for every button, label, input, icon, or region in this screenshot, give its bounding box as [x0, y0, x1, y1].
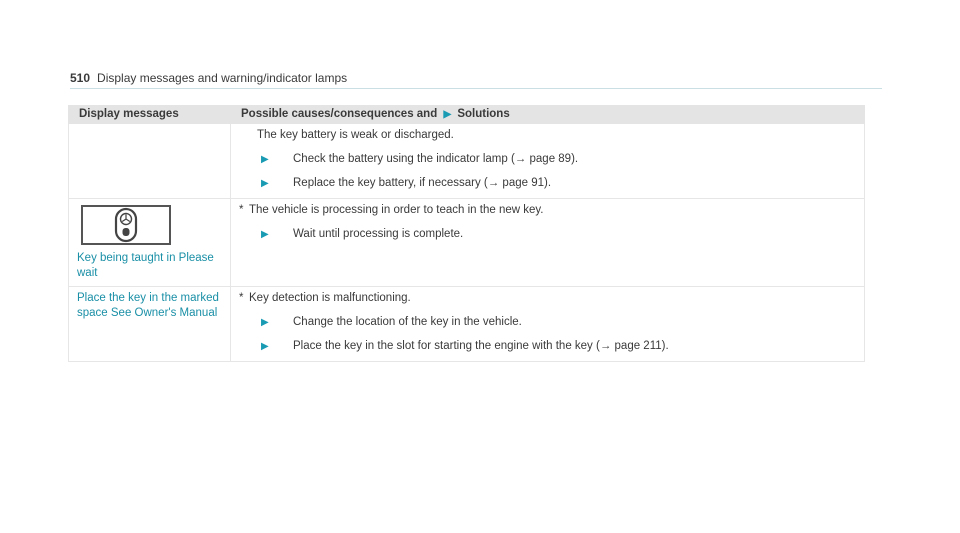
table-row [69, 287, 865, 362]
table-row [69, 199, 865, 287]
solution-text: Replace the key battery, if necessary (→ page 91). [293, 177, 552, 189]
cause-text: Key detection is malfunctioning. [249, 292, 411, 304]
header-divider [70, 88, 882, 89]
message-cell [69, 199, 231, 287]
cause-line [239, 203, 856, 218]
solution-text: Check the battery using the indicator lamp (→ page 89). [293, 153, 579, 165]
solution-step [239, 315, 856, 330]
solution-text: Change the location of the key in the vehicle. [293, 316, 522, 328]
cause-cell [231, 199, 865, 287]
message-cell [69, 124, 231, 199]
play-arrow-icon: ▶ [261, 229, 269, 240]
solution-step [239, 339, 856, 354]
car-key-icon-graphic [83, 207, 169, 243]
cause-line [239, 291, 856, 306]
message-text: Place the key in the marked space See Owner's Manual [77, 292, 219, 319]
car-key-icon [81, 205, 171, 245]
page-header [70, 68, 880, 88]
column-header-solutions-label: Solutions [457, 108, 510, 120]
play-arrow-icon: ▶ [261, 154, 269, 165]
page-title: Display messages and warning/indicator lamps [97, 71, 348, 85]
solution-text: Wait until processing is complete. [293, 228, 464, 240]
message-cell [69, 287, 231, 362]
message-text: Key being taught in Please wait [77, 252, 214, 279]
cause-cell [231, 287, 865, 362]
solution-step [239, 176, 856, 191]
cause-text: The key battery is weak or discharged. [257, 129, 454, 141]
table-header-row [69, 106, 865, 124]
column-header-causes [231, 106, 865, 124]
play-arrow-icon: ▶ [261, 341, 269, 352]
solution-step [239, 152, 856, 167]
cause-marker: * [239, 292, 244, 304]
display-messages-table [68, 105, 865, 362]
cause-cell [231, 124, 865, 199]
column-header-causes-label: Possible causes/consequences and [241, 108, 438, 120]
cause-marker: * [239, 204, 244, 216]
play-arrow-icon: ▶ [261, 178, 269, 189]
solution-text: Place the key in the slot for starting the engine with the key (→ page 211). [293, 340, 669, 352]
cause-text: The vehicle is processing in order to teach in the new key. [249, 204, 544, 216]
play-arrow-icon: ▶ [261, 317, 269, 328]
column-header-messages: Display messages [69, 106, 231, 124]
play-arrow-icon: ▶ [443, 109, 452, 120]
table-row [69, 124, 865, 199]
solution-step [239, 227, 856, 242]
page-number: 510 [70, 71, 91, 85]
